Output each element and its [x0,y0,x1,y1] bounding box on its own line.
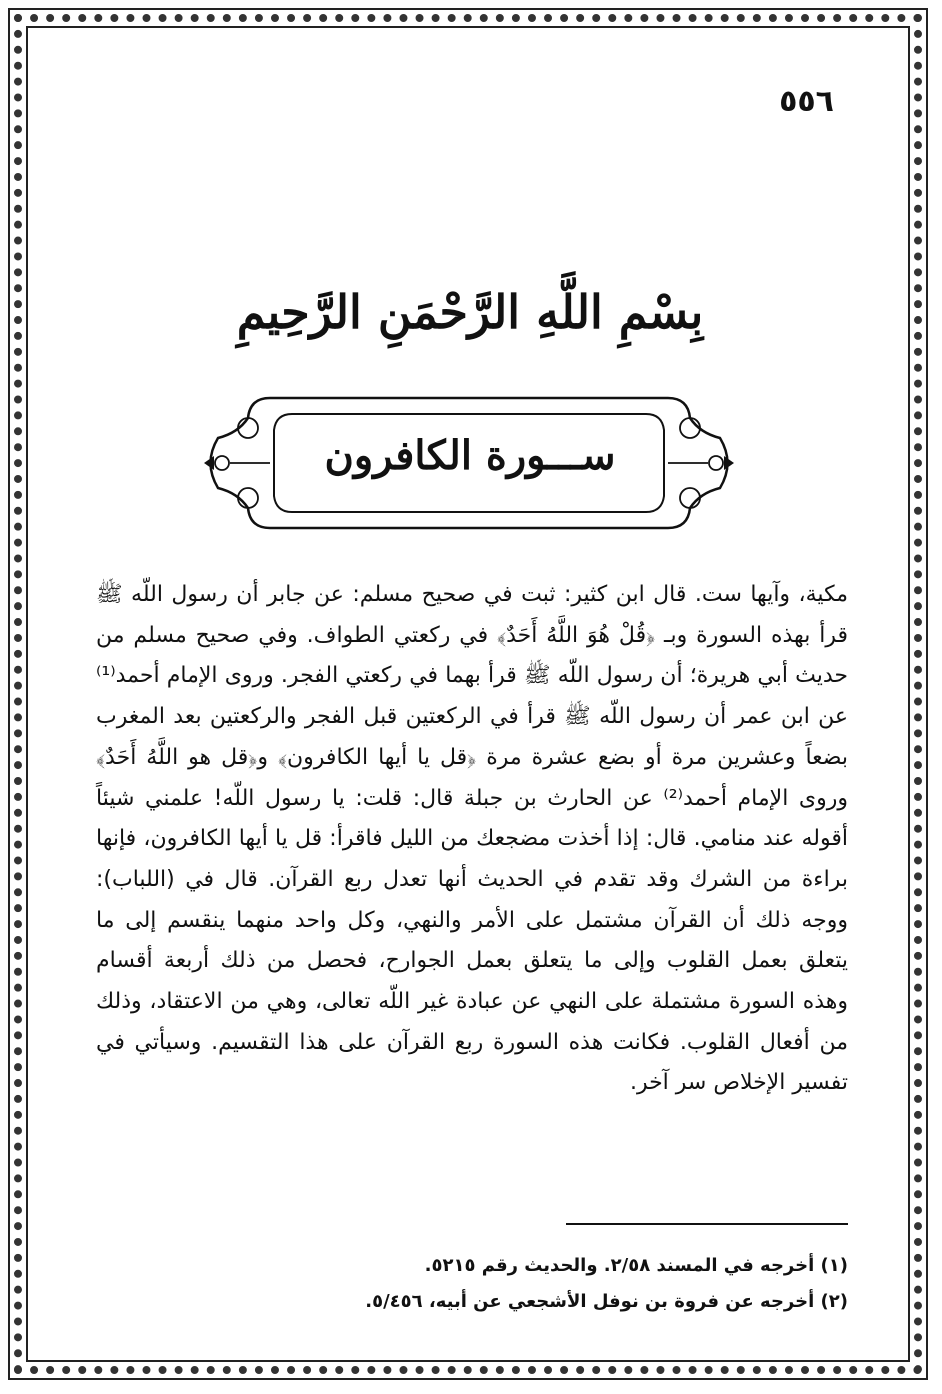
surah-title: ســـورة الكافرون [324,432,616,479]
body-text: مكية، وآيها ست. قال ابن كثير: ثبت في صحيح مسلم: عن جابر أن رسول اللّه ﷺ قرأ بهذه السورة وبـ ﴿قُلْ هُوَ اللَّهُ أَحَدٌ﴾ في ركعتي الطواف. وفي صحيح مسلم من حديث أبي هريرة؛ أن رسول اللّه ﷺ قرأ بهما في ركعتي الفجر. وروى الإمام أحمد⁽¹⁾ عن ابن عمر أن رسول اللّه ﷺ قرأ في الركعتين قبل الفجر والركعتين بعد المغرب بضعاً وعشرين مرة أو بضع عشرة مرة ﴿قل يا أيها الكافرون﴾ و﴿قل هو اللَّهُ أَحَدٌ﴾ وروى الإمام أحمد⁽²⁾ عن الحارث بن جبلة قال: قلت: يا رسول اللّه! علمني شيئاً أقوله عند منامي. قال: إذا أخذت مضجعك من الليل فاقرأ: قل يا أيها الكافرون، فإنها براءة من الشرك وقد تقدم في الحديث أنها تعدل ربع القرآن. قال في (اللباب): ووجه ذلك أن القرآن مشتمل على الأمر والنهي، وكل واحد منهما ينقسم إلى ما يتعلق بعمل القلوب وإلى ما يتعلق بعمل الجوارح، فحصل من ذلك أربعة أقسام وهذه السورة مشتملة على النهي عن عبادة غير اللّه تعالى، وهي من الاعتقاد، وذلك من أفعال القلوب. فكانت هذه السورة ربع القرآن على هذا التقسيم. وسيأتي في تفسير الإخلاص سر آخر. [96,582,848,1096]
page-number: ٥٥٦ [779,84,834,119]
basmala: بِسْمِ اللَّهِ الرَّحْمَنِ الرَّحِيمِ [236,285,704,339]
footnote-2: (٢) أخرجه عن فروة بن نوفل الأشجعي عن أبيه، ٥/٤٥٦. [365,1291,848,1312]
footnote-separator [566,1223,848,1225]
footnote-1: (١) أخرجه في المسند ٢/٥٨. والحديث رقم ٥٢١٥. [424,1255,848,1276]
footnotes [365,1248,848,1320]
